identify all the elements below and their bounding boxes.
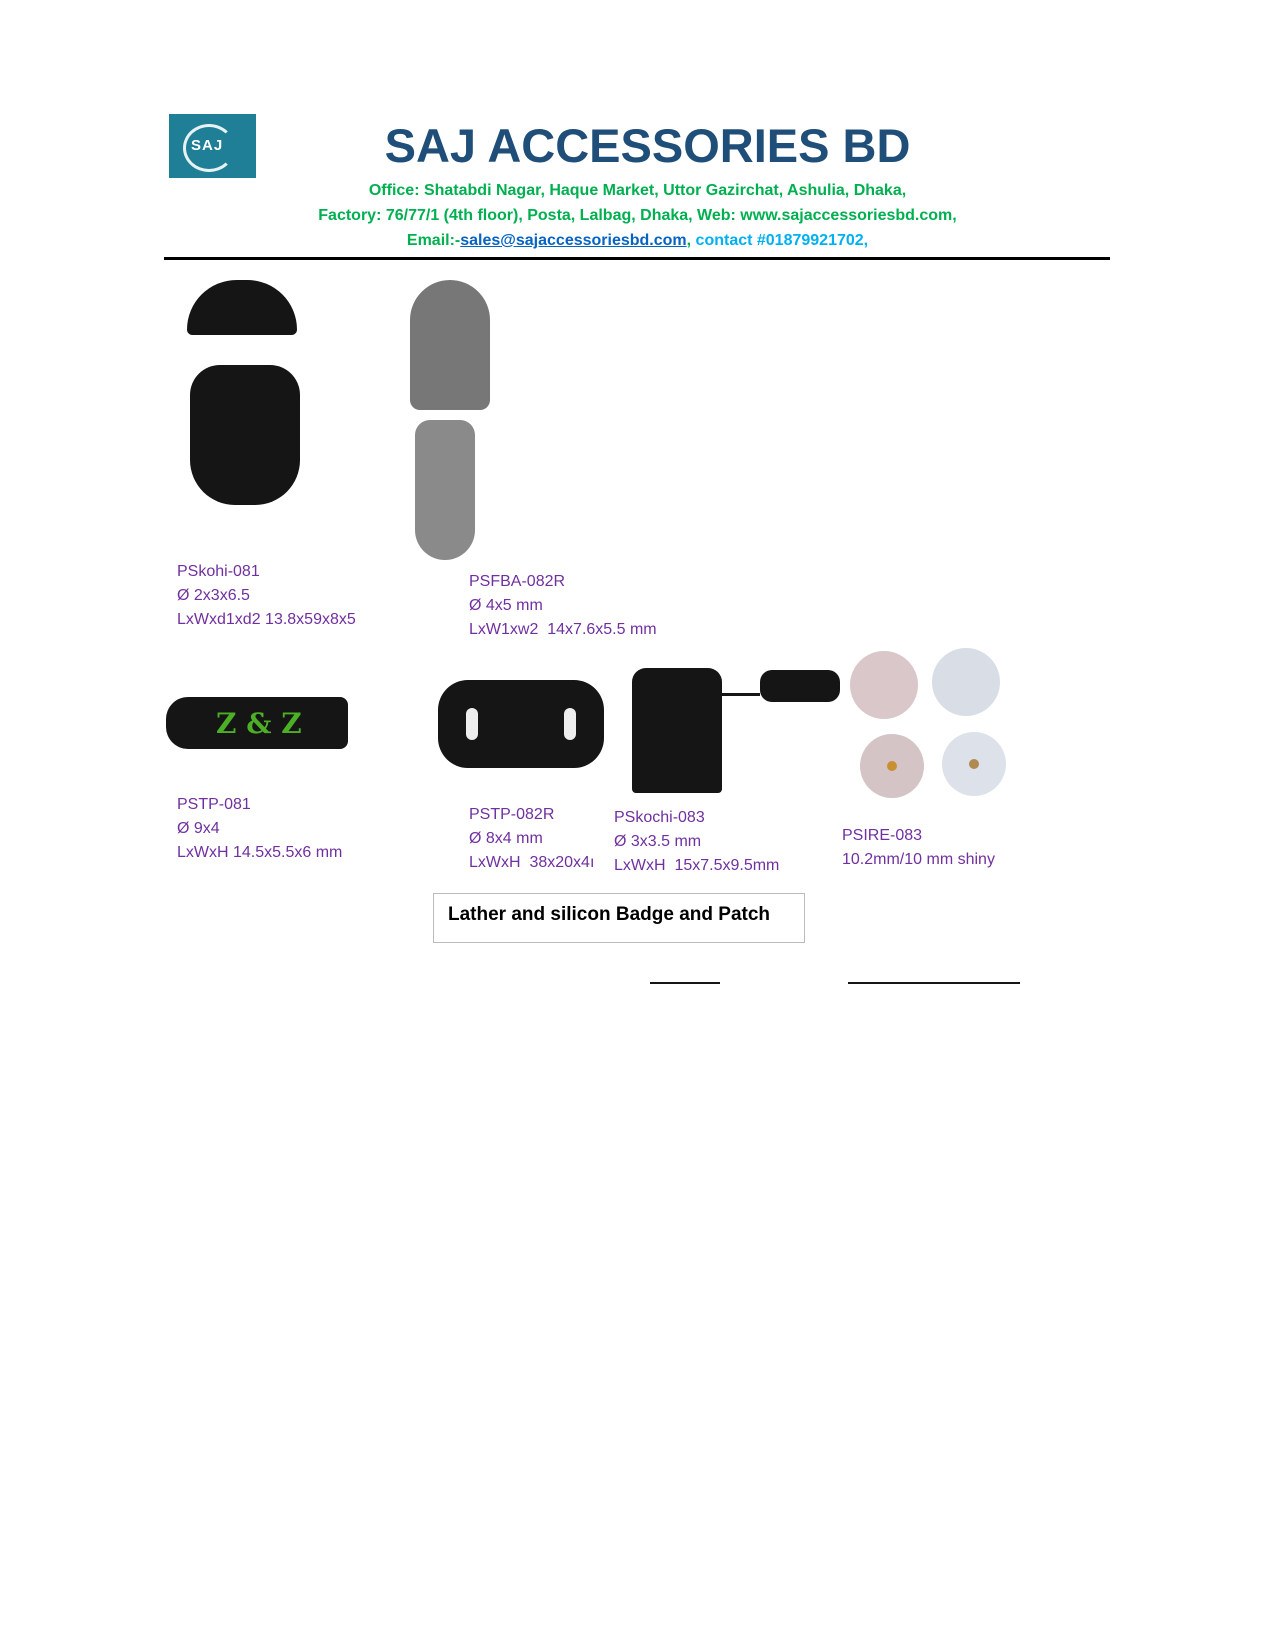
product-spec-psire-083: PSIRE-083 10.2mm/10 mm shiny [842, 827, 995, 868]
header-divider [164, 257, 1110, 260]
section-heading-box [433, 893, 805, 943]
product-spec-pskohi-081: PSkohi-081 Ø 2x3x6.5 LxWxd1xd2 13.8x59x8x5 [177, 563, 356, 628]
product-image-pskohi-081 [185, 280, 305, 510]
product-image-pstp-081: Z & Z [166, 697, 348, 749]
product-image-pstp-082r [438, 680, 604, 768]
section-heading: Lather and silicon Badge and Patch [448, 904, 771, 925]
product-image-psire-083 [850, 648, 1010, 800]
product-spec-psfba-082r: PSFBA-082R Ø 4x5 mm LxW1xw2 14x7.6x5.5 mm [469, 573, 657, 638]
cropped-image-edge [650, 982, 720, 984]
email-link[interactable]: sales@sajaccessoriesbd.com [460, 232, 687, 249]
contact-line: Email:-sales@sajaccessoriesbd.com, contact #01879921702, [406, 232, 869, 249]
company-logo: SAJ [169, 114, 256, 178]
factory-address: Factory: 76/77/1 (4th floor), Posta, Lalbag, Dhaka, Web: www.sajaccessoriesbd.com, [318, 207, 957, 224]
product-spec-pskochi-083: PSkochi-083 Ø 3x3.5 mm LxWxH 15x7.5x9.5mm [614, 809, 780, 874]
cropped-image-edge [848, 982, 1020, 984]
contact-number: contact #01879921702, [691, 232, 869, 249]
product-spec-pstp-082r: PSTP-082R Ø 8x4 mm LxWxH 38x20x4ı [469, 806, 595, 871]
product-spec-pstp-081: PSTP-081 Ø 9x4 LxWxH 14.5x5.5x6 mm [177, 796, 343, 861]
product-image-pskochi-083 [630, 668, 845, 798]
company-name: SAJ ACCESSORIES BD [384, 119, 911, 172]
office-address: Office: Shatabdi Nagar, Haque Market, Uttor Gazirchat, Ashulia, Dhaka, [368, 182, 907, 199]
product-image-psfba-082r [405, 280, 495, 565]
